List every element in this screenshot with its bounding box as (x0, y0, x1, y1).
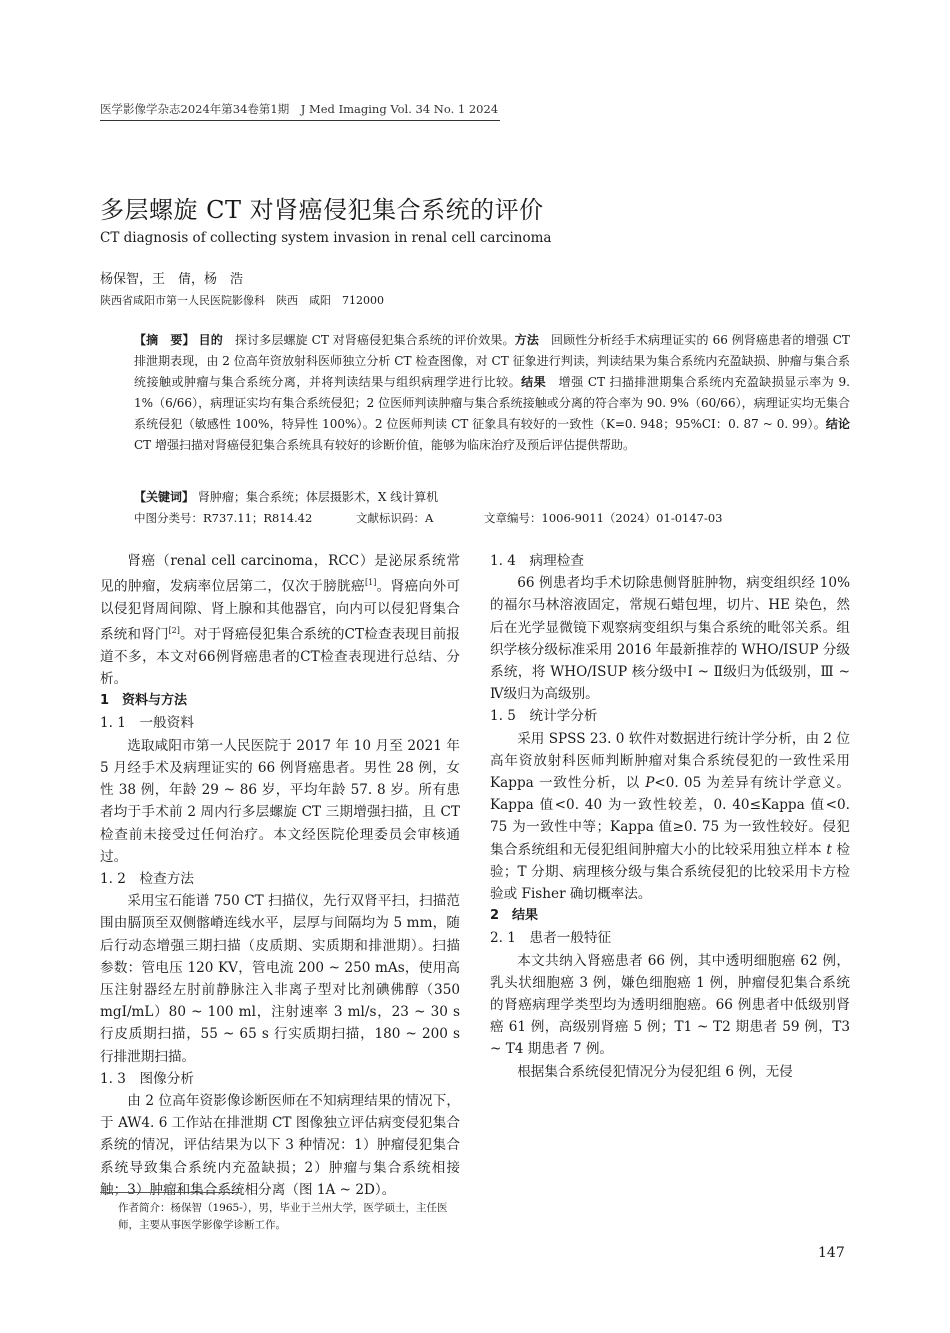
document-code: 文献标识码：A (356, 511, 434, 525)
article-number: 文章编号：1006-9011（2024）01-0147-03 (484, 511, 723, 525)
paragraph-1-1: 选取咸阳市第一人民医院于 2017 年 10 月至 2021 年 5 月经手术及病理证实的 66 例肾癌患者。男性 28 例，女性 38 例，年龄 29 ~ 86 岁，平均年龄 57. 8 岁。所有患者均于手术前 2 周内行多层螺旋 CT 三期增强扫描，且 CT 检查前未接受过任何治疗。本文经医院伦理委员会审核通过。 (100, 737, 460, 865)
section-heading-1-1: 1. 1 一般资料 (100, 715, 194, 732)
objective-text: 探讨多层螺旋 CT 对肾癌侵犯集合系统的评价效果。 (234, 333, 515, 347)
results-label: 结果 (521, 375, 547, 389)
section-heading-1-2: 1. 2 检查方法 (100, 870, 194, 887)
header-rule (100, 120, 500, 121)
author-footnote: 作者简介：杨保智（1965-），男，毕业于兰州大学，医学硕士，主任医师，主要从事医学影像学诊断工作。 (118, 1202, 448, 1231)
objective-label: 目的 (198, 333, 223, 347)
clc-number: 中图分类号：R737.11；R814.42 (134, 511, 313, 525)
results-text: 增强 CT 扫描排泄期集合系统内充盈缺损显示率为 9. 1%（6/66），病理证实均有集合系统侵犯；2 位医师判读肿瘤与集合系统接触或分离的符合率为 90. 9%（60/66），病理证实均无集合系统侵犯（敏感性 100%，特异性 100%）。2 位医师判读 CT 征象具有较好的一致性（K=0. 948；95%CI：0. 87 ~ 0. 99）。 (134, 375, 850, 431)
paragraph-2-1: 本文共纳入肾癌患者 66 例，其中透明细胞癌 62 例，乳头状细胞癌 3 例，嫌色细胞癌 1 例，肿瘤侵犯集合系统的肾癌病理学类型均为透明细胞癌。66 例患者中低级别肾癌 61 例，高级别肾癌 5 例；T1 ~ T2 期患者 59 例，T3 ~ T4 期患者 7 例。 (490, 952, 850, 1058)
conclusion-label: 结论 (825, 417, 850, 431)
section-heading-2-1: 2. 1 患者一般特征 (490, 930, 612, 947)
intro-text-c: 。对于肾癌侵犯集合系统的CT检查表现目前报道不多，本文对66例肾癌患者的CT检查表现进行总结、分析。 (100, 626, 461, 688)
methods-label: 方法 (514, 333, 539, 347)
conclusion-text: CT 增强扫描对肾癌侵犯集合系统具有较好的诊断价值，能够为临床治疗及预后评估提供帮助。 (134, 438, 636, 452)
p-variable: P (645, 775, 655, 792)
running-head: 医学影像学杂志2024年第34卷第1期 J Med Imaging Vol. 34 No. 1 2024 (100, 102, 499, 116)
citation-1: [1] (364, 578, 377, 588)
intro-text-b: 。肾癌向外可以侵犯肾周间隙、肾上腺和其他器官，向内可以侵犯肾集合系统和肾门 (100, 578, 461, 643)
page-number: 147 (818, 1245, 845, 1261)
footnote-rule (100, 1192, 240, 1193)
keywords (134, 488, 438, 505)
paragraph-1-5 (490, 728, 850, 906)
section-heading-2: 2 结果 (490, 908, 539, 924)
t-variable: t (826, 841, 832, 858)
intro-text-a: 肾癌（renal cell carcinoma，RCC）是泌尿系统常见的肿瘤，发病率位居第二，仅次于膀胱癌 (100, 553, 460, 595)
paragraph-2-2: 根据集合系统侵犯情况分为侵犯组 6 例，无侵 (517, 1063, 793, 1080)
abstract (134, 330, 850, 456)
title-english: CT diagnosis of collecting system invasion in renal cell carcinoma (100, 230, 552, 246)
stats-text-a: 采用 SPSS 23. 0 软件对数据进行统计学分析，由 2 位高年资放射科医师判断肿瘤对集合系统侵犯的一致性采用 Kappa 一致性分析，以 (490, 730, 850, 792)
citation-2: [2] (168, 626, 180, 636)
affiliation: 陕西省咸阳市第一人民医院影像科 陕西 咸阳 712000 (100, 294, 384, 307)
body-right-column (490, 550, 850, 1083)
paragraph-1-2: 采用宝石能谱 750 CT 扫描仪，先行双肾平扫，扫描范围由膈顶至双侧髂嵴连线水平，层厚与间隔均为 5 mm，随后行动态增强三期扫描（皮质期、实质期和排泄期）。扫描参数：管电压 120 KV，管电流 200 ~ 250 mAs，使用高压注射器经左肘前静脉注入非离子型对比剂碘佛醇（350 mgI/mL）80 ~ 100 ml，注射速率 3 ml/s，23 ~ 30 s 行皮质期扫描，55 ~ 65 s 行实质期扫描，180 ~ 200 s 行排泄期扫描。 (100, 893, 460, 1065)
stats-text-c: 检验；T 分期、病理核分级与集合系统侵犯的比较采用卡方检验或 Fisher 确切概率法。 (490, 841, 850, 903)
paragraph-1-3: 由 2 位高年资影像诊断医师在不知病理结果的情况下，于 AW4. 6 工作站在排泄期 CT 图像独立评估病变侵犯集合系统的情况，评估结果为以下 3 种情况：1）肿瘤侵犯集合系统导致集合系统内充盈缺损；2）肿瘤与集合系统相接触；3）肿瘤和集合系统相分离（图 1A ~ 2D）。 (100, 1092, 460, 1198)
abstract-label: 【摘 要】 (134, 333, 195, 347)
title-chinese: 多层螺旋 CT 对肾癌侵犯集合系统的评价 (100, 196, 544, 224)
section-heading-1: 1 资料与方法 (100, 693, 188, 709)
authors: 杨保智，王 倩，杨 浩 (100, 272, 244, 287)
body-left-column (100, 550, 460, 1201)
paragraph-1-4: 66 例患者均手术切除患侧肾脏肿物，病变组织经 10% 的福尔马林溶液固定，常规石蜡包埋，切片、HE 染色，然后在光学显微镜下观察病变组织与集合系统的毗邻关系。组织学核分级标准采用 2016 年最新推荐的 WHO/ISUP 分级系统，将 WHO/ISUP 核分级中Ⅰ ~ Ⅱ级归为低级别，Ⅲ ~ Ⅳ级归为高级别。 (490, 575, 850, 703)
section-heading-1-5: 1. 5 统计学分析 (490, 708, 598, 725)
intro-paragraph (100, 550, 460, 690)
article-meta (134, 510, 850, 526)
methods-text: 回顾性分析经手术病理证实的 66 例肾癌患者的增强 CT 排泄期表现，由 2 位高年资放射科医师独立分析 CT 检查图像，对 CT 征象进行判读，判读结果为集合系统内充盈缺损、肿瘤与集合系统接触或肿瘤与集合系统分离，并将判读结果与组织病理学进行比较。 (134, 333, 850, 389)
section-heading-1-4: 1. 4 病理检查 (490, 553, 584, 569)
keywords-text: 肾肿瘤；集合系统；体层摄影术，X 线计算机 (197, 490, 439, 504)
stats-text-b: <0. 05 为差异有统计学意义。Kappa 值<0. 40 为一致性较差，0. 40≤Kappa 值<0. 75 为一致性中等；Kappa 值≥0. 75 为一致性较好。侵犯集合系统组和无侵犯组间肿瘤大小的比较采用独立样本 (490, 775, 850, 858)
section-heading-1-3: 1. 3 图像分析 (100, 1070, 194, 1087)
keywords-label: 【关键词】 (134, 490, 195, 504)
